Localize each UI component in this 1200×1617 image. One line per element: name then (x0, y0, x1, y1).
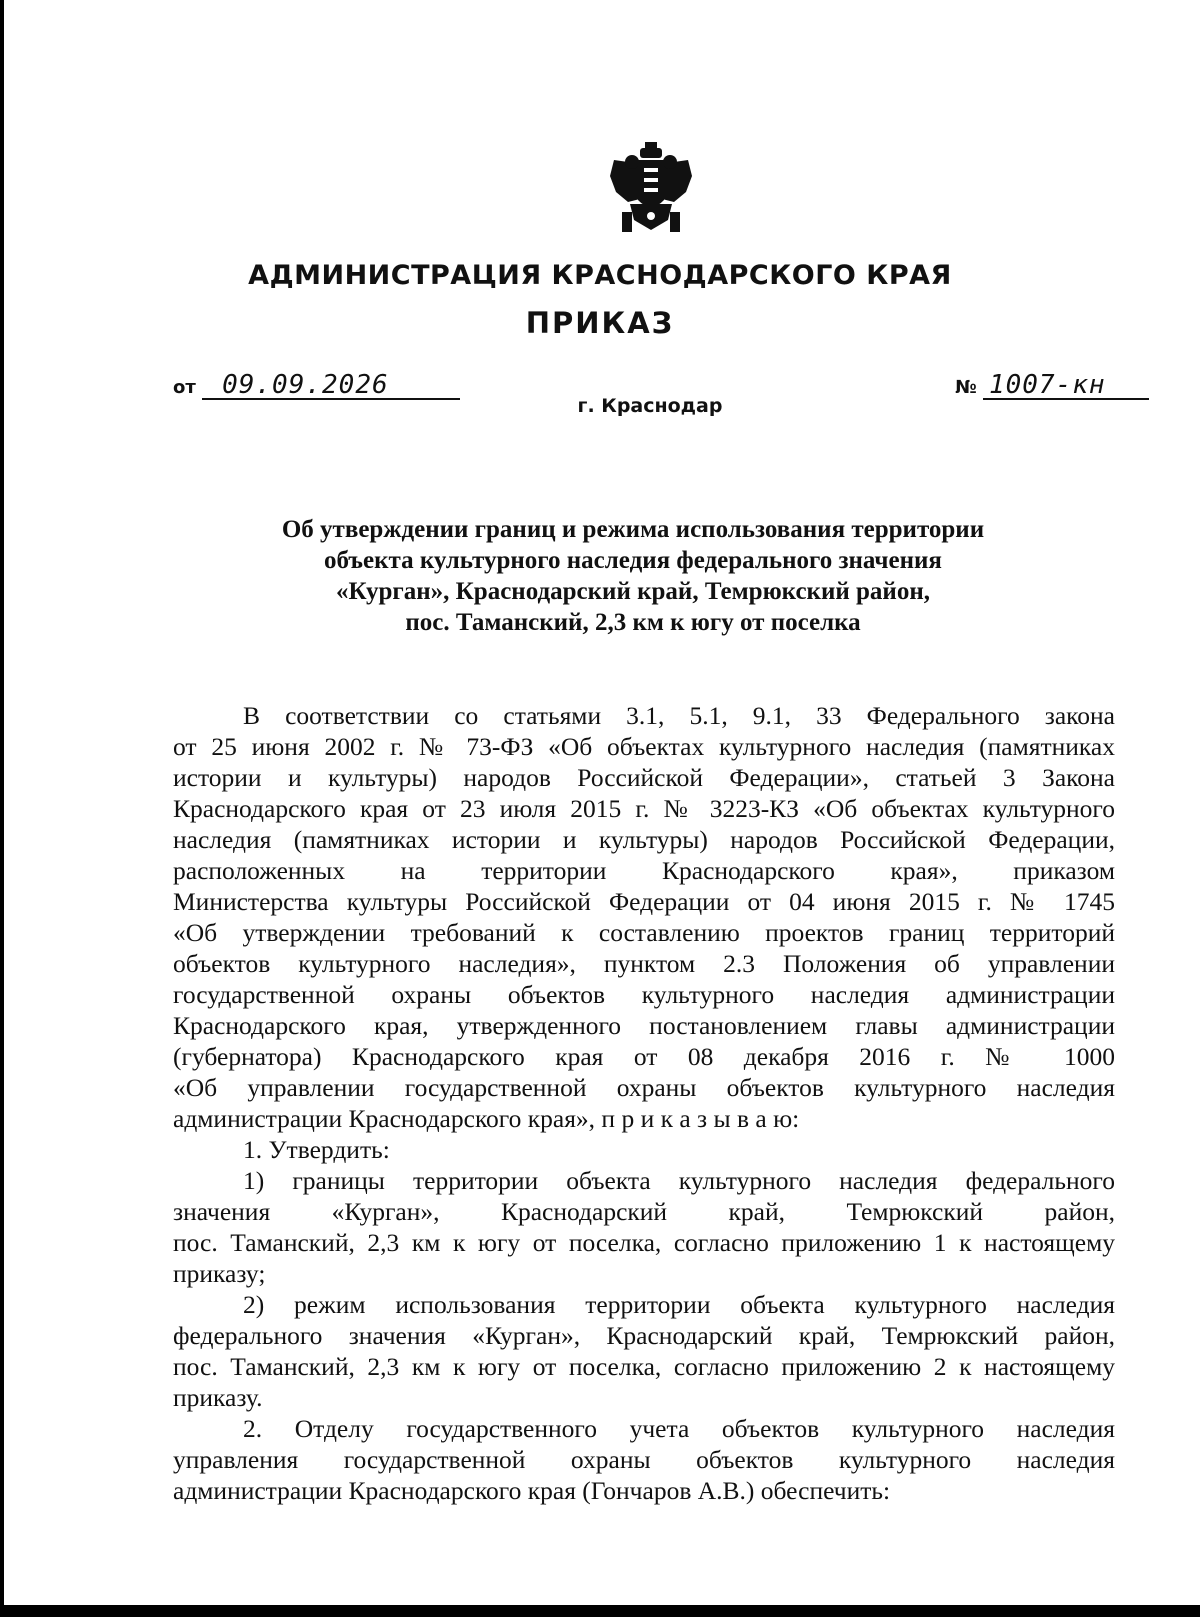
body-line: 1) границы территории объекта культурного наследия федерального (243, 1166, 1115, 1195)
scan-edge-left (0, 0, 4, 1617)
body-line: Краснодарского края, утвержденного постановлением главы администрации (173, 1011, 1115, 1040)
body-line: объектов культурного наследия», пунктом 2.3 Положения об управлении (173, 949, 1115, 978)
body-line: значения «Курган», Краснодарский край, Темрюкский район, (173, 1197, 1115, 1226)
body-line: пос. Таманский, 2,3 км к югу от поселка, согласно приложению 1 к настоящему (173, 1228, 1115, 1257)
document-type: ПРИКАЗ (525, 306, 675, 340)
body-line: В соответствии со статьями 3.1, 5.1, 9.1, 33 Федерального закона (243, 701, 1115, 730)
body-line: 2. Отделу государственного учета объектов культурного наследия (243, 1414, 1115, 1443)
document-body (173, 700, 1115, 1506)
body-line: от 25 июня 2002 г. № 73-ФЗ «Об объектах культурного наследия (памятниках (173, 732, 1115, 761)
body-line: Краснодарского края от 23 июля 2015 г. № 3223-КЗ «Об объектах культурного (173, 794, 1115, 823)
title-line: Об утверждении границ и режима использования территории (281, 516, 985, 543)
scan-edge-bottom (0, 1605, 1200, 1617)
body-line: 1. Утвердить: (243, 1135, 390, 1164)
organization-name: АДМИНИСТРАЦИЯ КРАСНОДАРСКОГО КРАЯ (248, 260, 952, 291)
body-line: администрации Краснодарского края (Гончаров А.В.) обеспечить: (173, 1476, 891, 1505)
date-prefix: от (173, 377, 196, 398)
body-line: приказу. (173, 1383, 263, 1412)
title-line: «Курган», Краснодарский край, Темрюкский район, (336, 578, 930, 605)
body-line: пос. Таманский, 2,3 км к югу от поселка, согласно приложению 2 к настоящему (173, 1352, 1115, 1381)
document-title (173, 514, 1093, 638)
body-line: приказу; (173, 1259, 266, 1288)
body-line: Министерства культуры Российской Федерации от 04 июня 2015 г. № 1745 (173, 887, 1115, 916)
body-line: расположенных на территории Краснодарского края», приказом (173, 856, 1115, 885)
body-line: «Об управлении государственной охраны объектов культурного наследия (173, 1073, 1115, 1102)
body-line: «Об утверждении требований к составлению проектов границ территорий (173, 918, 1115, 947)
body-line: федерального значения «Курган», Краснодарский край, Темрюкский район, (173, 1321, 1115, 1350)
body-line: 2) режим использования территории объекта культурного наследия (243, 1290, 1115, 1319)
title-line: пос. Таманский, 2,3 км к югу от поселка (405, 609, 861, 636)
number-value: 1007-кн (983, 372, 1149, 400)
body-line: управления государственной охраны объектов культурного наследия (173, 1445, 1115, 1474)
coat-of-arms-icon (608, 142, 694, 234)
number-prefix: № (955, 377, 977, 398)
body-line: государственной охраны объектов культурного наследия администрации (173, 980, 1115, 1009)
title-line: объекта культурного наследия федерального значения (324, 547, 942, 574)
body-line: администрации Краснодарского края», п р и к а з ы в а ю: (173, 1104, 800, 1133)
body-line: истории и культуры) народов Российской Федерации», статьей 3 Закона (173, 763, 1115, 792)
date-value: 09.09.2026 (202, 372, 460, 400)
body-line: (губернатора) Краснодарского края от 08 декабря 2016 г. № 1000 (173, 1042, 1115, 1071)
body-line: наследия (памятниках истории и культуры) народов Российской Федерации, (173, 825, 1115, 854)
city: г. Краснодар (577, 395, 723, 417)
